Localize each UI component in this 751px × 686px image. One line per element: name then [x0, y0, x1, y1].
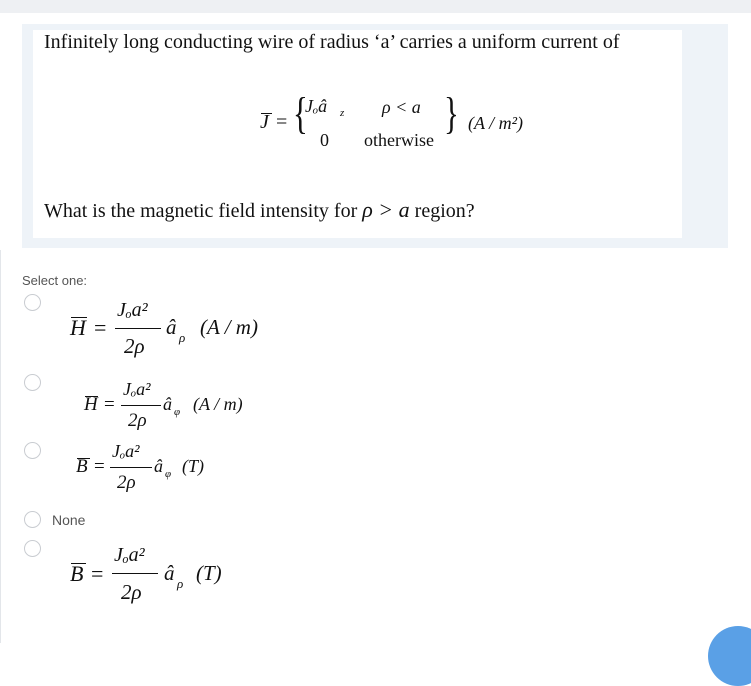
option-1-lhs: H	[70, 315, 86, 340]
question-ask-before: What is the magnetic field intensity for	[44, 200, 363, 222]
question-ask-after: region?	[409, 200, 475, 222]
option-2-equals: =	[104, 394, 115, 415]
option-3-denominator: 2ρ	[117, 472, 136, 493]
option-5-unit-vector: â	[164, 561, 175, 585]
option-3-unit-vector-sub: φ	[165, 468, 172, 480]
option-4-label[interactable]: None	[52, 512, 86, 528]
floating-action-button[interactable]	[708, 626, 751, 686]
option-1-unit-vector: â	[166, 315, 177, 339]
option-5-equals: =	[91, 561, 104, 586]
option-2-lhs: H	[84, 394, 98, 415]
option-2-lhs-bar	[85, 396, 98, 397]
option-1-unit: (A / m)	[200, 315, 258, 339]
option-4-radio[interactable]	[24, 511, 41, 528]
option-2-unit-vector-sub: φ	[174, 406, 181, 418]
option-3-fraction-bar	[110, 467, 152, 468]
option-5-lhs-bar	[71, 563, 86, 564]
option-5-denominator: 2ρ	[121, 580, 142, 604]
eq-left-brace: {	[293, 89, 308, 138]
question-intro: Infinitely long conducting wire of radius ‘a’ carries a uniform current of	[44, 31, 620, 53]
option-1-denominator: 2ρ	[124, 334, 145, 358]
eq-case1-value: Jₒâ	[305, 96, 328, 116]
option-2-unit: (A / m)	[193, 394, 243, 414]
question-ask-var: ρ > a	[362, 197, 410, 222]
option-1-fraction-bar	[115, 328, 161, 329]
option-3-unit: (T)	[182, 456, 204, 476]
option-3-lhs: B	[76, 456, 88, 477]
option-2-unit-vector: â	[163, 394, 172, 414]
option-5-numerator: Jₒa²	[114, 544, 145, 566]
option-5-lhs: B	[70, 561, 84, 586]
eq-lhs-bar	[261, 113, 272, 114]
option-1-numerator: Jₒa²	[117, 299, 148, 321]
eq-right-brace: }	[444, 89, 459, 138]
select-one-label: Select one:	[22, 273, 88, 288]
eq-case2-value: 0	[320, 130, 329, 150]
option-2-fraction-bar	[121, 405, 161, 406]
top-bar	[0, 0, 751, 13]
option-2-radio[interactable]	[24, 374, 41, 391]
option-3-radio[interactable]	[24, 442, 41, 459]
option-1-unit-vector-sub: ρ	[179, 330, 186, 345]
option-3-unit-vector: â	[154, 456, 163, 476]
eq-case2-cond: otherwise	[364, 130, 434, 150]
eq-unit: (A / m²)	[468, 113, 524, 133]
option-5-unit: (T)	[196, 561, 222, 585]
eq-case1-sub: z	[340, 107, 345, 119]
option-1-radio[interactable]	[24, 294, 41, 311]
eq-lhs: J	[260, 111, 269, 133]
question-ask	[44, 197, 475, 223]
option-1-equals: =	[94, 315, 107, 340]
option-3-lhs-bar	[77, 458, 90, 459]
option-3-equals: =	[94, 456, 105, 477]
option-2-numerator: Jₒa²	[123, 379, 151, 399]
eq-case1-cond: ρ < a	[382, 97, 421, 117]
option-5-fraction-bar	[112, 573, 158, 574]
option-5-radio[interactable]	[24, 540, 41, 557]
left-divider	[0, 250, 1, 643]
option-3-numerator: Jₒa²	[112, 441, 140, 461]
option-1-lhs-bar	[71, 317, 87, 318]
option-5-unit-vector-sub: ρ	[177, 576, 184, 591]
eq-equals: =	[276, 111, 288, 133]
option-2-denominator: 2ρ	[128, 410, 147, 431]
